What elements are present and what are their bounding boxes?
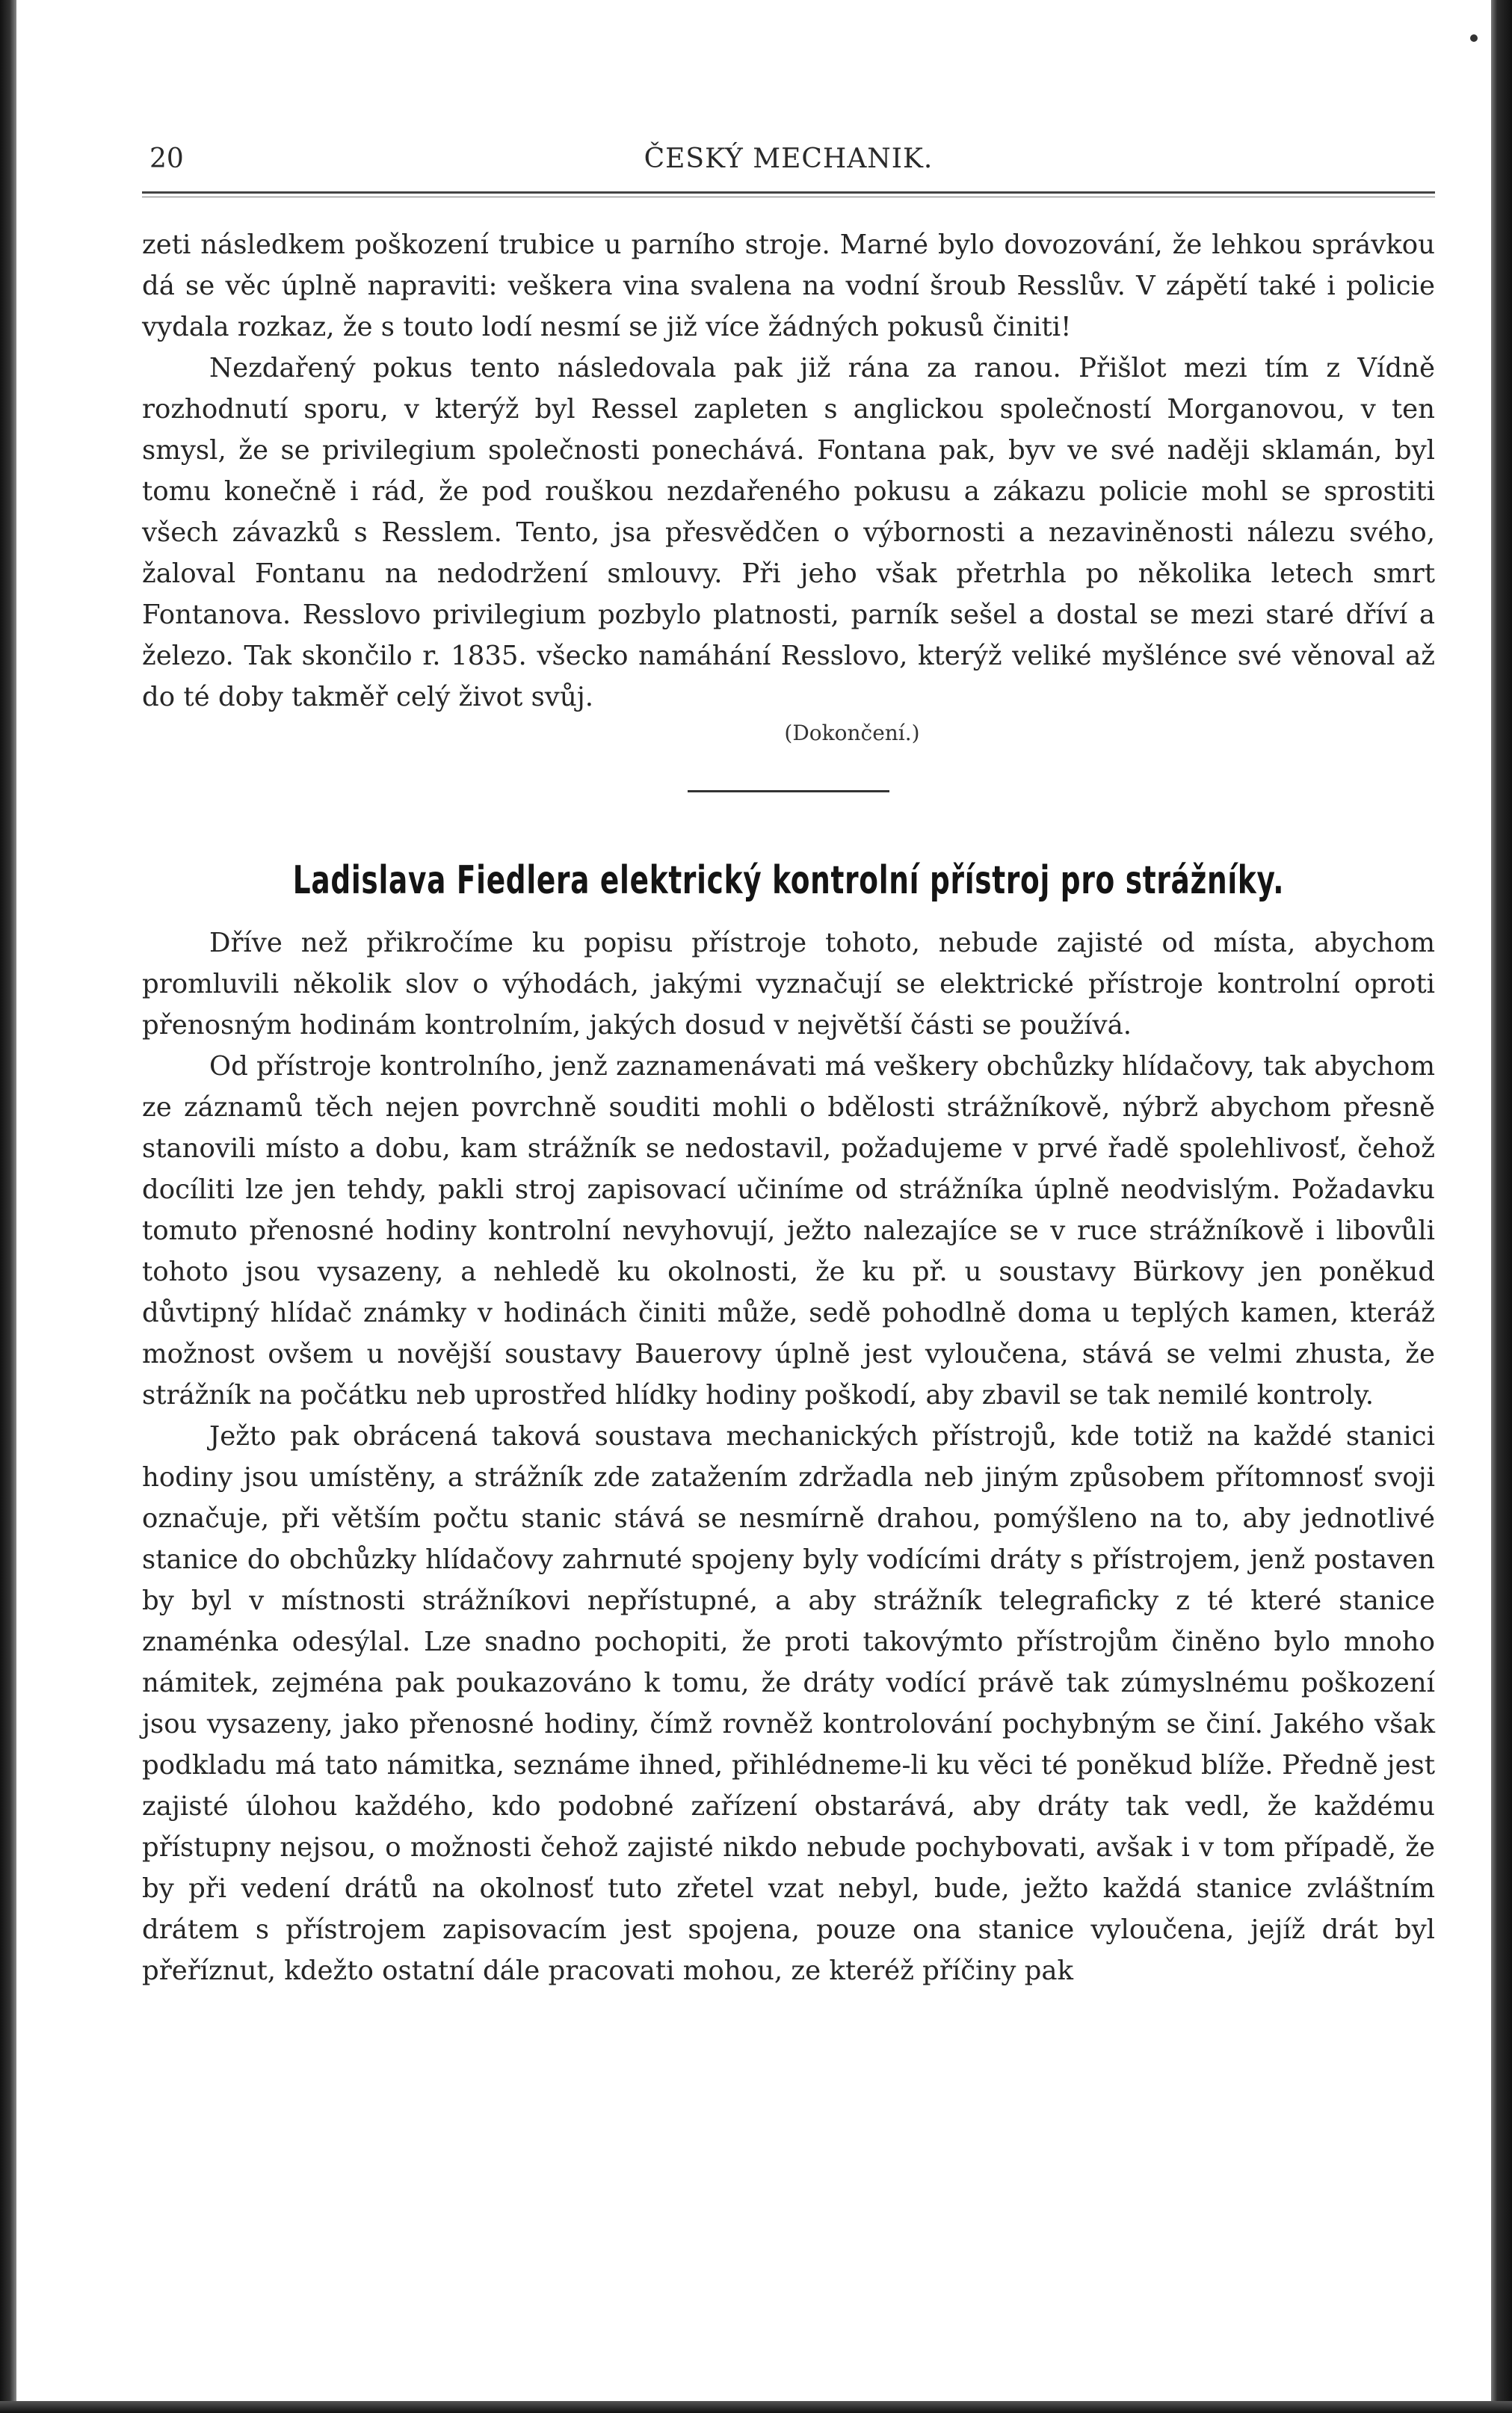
paragraph: Ježto pak obrácená taková soustava mechanických přístrojů, kde totiž na každé stanici hodiny jsou umístěny, a strážník zde zatažením zdržadla neb jiným způsobem přítomnosť svoji označuje, při větším počtu stanic stává se nesmírně drahou, pomýšleno na to, aby jednotlivé stanice do obchůzky hlídačovy zahrnuté spojeny byly vodícími dráty s přístrojem, jenž postaven by byl v místnosti strážníkovi nepřístupné, a aby strážník telegraficky z té které stanice znaménka odesýlal. Lze snadno pochopiti, že proti takovýmto přístrojům činěno bylo mnoho námitek, zejména pak poukazováno k tomu, že dráty vodící právě tak zúmyslnému poškození jsou vysazeny, jako přenosné hodiny, čímž rovněž kontrolování pochybným se činí. Jakého však podkladu má tato námitka, seznáme ihned, přihlédneme-li ku věci té poněkud blíže. Předně jest zajisté úlohou každého, kdo podobné zařízení obstarává, aby dráty tak vedl, že každému přístupny nejsou, o možnosti čehož zajisté nikdo nebude pochybovati, avšak i v tom případě, že by při vedení drátů na okolnosť tuto zřetel vzat nebyl, bude, ježto každá stanice zvláštním drátem s přístrojem zapisovacím jest spojena, pouze ona stanice vyloučena, jejíž drát byl přeříznut, kdežto ostatní dále pracovati mohou, ze kteréž příčiny pak: [142, 1421, 1435, 1986]
header-rule: [142, 191, 1435, 197]
printed-page: [142, 135, 1435, 1991]
continuation-note: (Dokončení.): [784, 721, 920, 745]
continued-article: [142, 224, 1435, 745]
page-number: 20: [149, 144, 184, 174]
paragraph: zeti následkem poškození trubice u parního stroje. Marné bylo dovozování, že lehkou správkou dá se věc úplně napraviti: veškera vina svalena na vodní šroub Resslův. V zápětí také i policie vydala rozkaz, že s touto lodí nesmí se již více žádných pokusů činiti!: [142, 229, 1435, 342]
scan-speck: [1470, 34, 1478, 42]
article-body: [142, 922, 1435, 1991]
scan-border-left: [0, 0, 16, 2413]
paragraph: Nezdařený pokus tento následovala pak již rána za ranou. Přišlot mezi tím z Vídně rozhodnutí sporu, v kterýž byl Ressel zapleten s anglickou společností Morganovou, v ten smysl, že se privilegium společnosti ponechává. Fontana pak, byv ve své naději sklamán, byl tomu konečně i rád, že pod rouškou nezdařeného pokusu a zákazu policie mohl se sprostiti všech závazků s Resslem. Tento, jsa přesvědčen o výbornosti a nezaviněnosti nálezu svého, žaloval Fontanu na nedodržení smlouvy. Při jeho však přetrhla po několika letech smrt Fontanova. Resslovo privilegium pozbylo platnosti, parník sešel a dostal se mezi staré dříví a železo. Tak skončilo r. 1835. všecko namáhání Resslovo, kterýž veliké myšlénce své věnoval až do té doby takměř celý život svůj.: [142, 353, 1435, 712]
paragraph: Dříve než přikročíme ku popisu přístroje tohoto, nebude zajisté od místa, abychom promluvili několik slov o výhodách, jakými vyznačují se elektrické přístroje kontrolní oproti přenosným hodinám kontrolním, jakých dosud v největší části se používá.: [142, 928, 1435, 1041]
scan-border-right: [1491, 0, 1512, 2413]
scan-border-bottom: [0, 2401, 1512, 2413]
page-header: [142, 135, 1435, 187]
section-separator: [688, 790, 889, 792]
paragraph: Od přístroje kontrolního, jenž zaznamenávati má veškery obchůzky hlídačovy, tak abychom ze záznamů těch nejen povrchně souditi mohli o bdělosti strážníkově, nýbrž abychom přesně stanovili místo a dobu, kam strážník se nedostavil, požadujeme v prvé řadě spolehlivosť, čehož docíliti lze jen tehdy, pakli stroj zapisovací učiníme od strážníka úplně neodvislým. Požadavku tomuto přenosné hodiny kontrolní nevyhovují, ježto nalezajíce se v ruce strážníkově i libovůli tohoto jsou vysazeny, a nehledě ku okolnosti, že ku př. u soustavy Bürkovy jen poněkud důvtipný hlídač známky v hodinách činiti může, sedě pohodlně doma u teplých kamen, kteráž možnost ovšem u novější soustavy Bauerovy úplně jest vyloučena, stává se velmi zhusta, že strážník na počátku neb uprostřed hlídky hodiny poškodí, aby zbavil se tak nemilé kontroly.: [142, 1051, 1435, 1411]
running-title: ČESKÝ MECHANIK.: [644, 144, 934, 174]
article-title: Ladislava Fiedlera elektrický kontrolní přístroj pro strážníky.: [292, 858, 1285, 903]
